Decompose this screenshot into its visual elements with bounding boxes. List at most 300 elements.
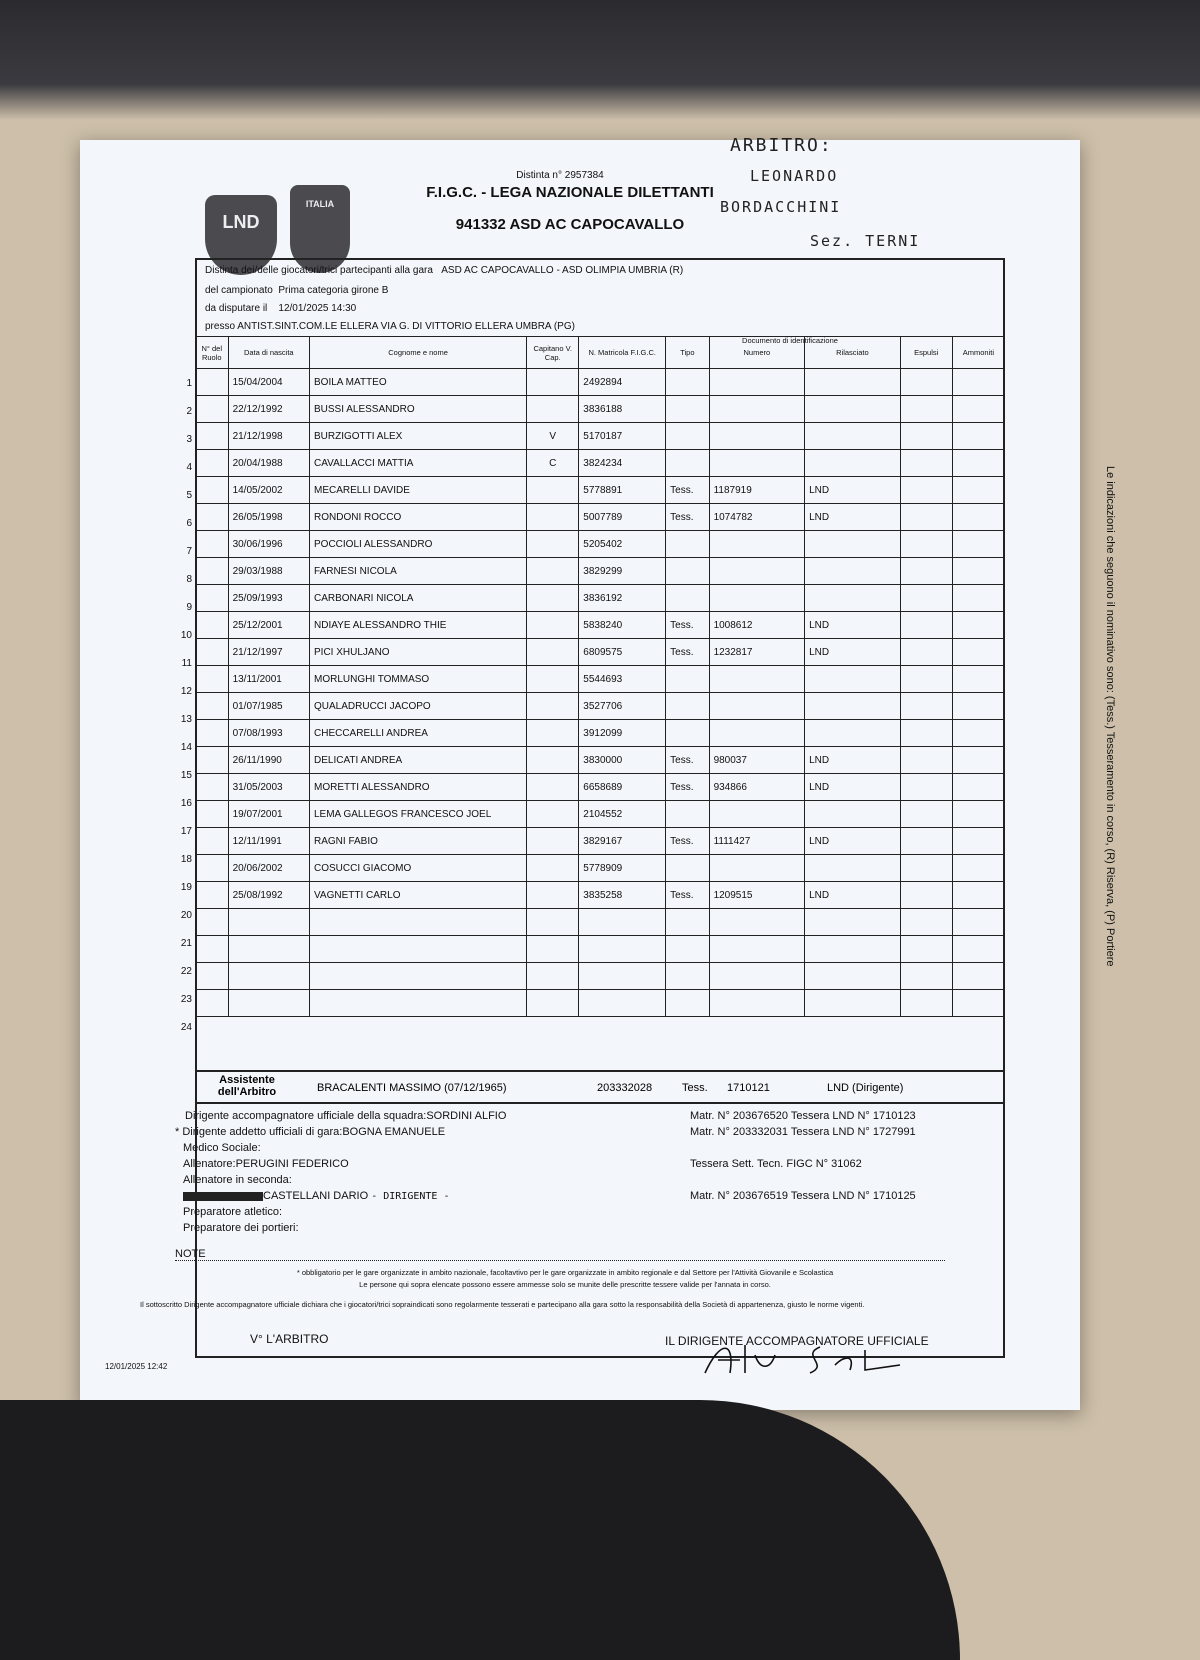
row-number: 13 (180, 714, 192, 725)
cell-name (310, 963, 527, 990)
cell-ril (805, 585, 901, 612)
row-number: 18 (180, 854, 192, 865)
assistant-mat: 203332028 (597, 1082, 653, 1094)
cell-cap (527, 855, 579, 882)
cell-empty (952, 693, 1004, 720)
cell-date: 26/05/1998 (228, 504, 309, 531)
cell-name: RONDONI ROCCO (310, 504, 527, 531)
cell-ril (805, 531, 901, 558)
cell-cap (527, 504, 579, 531)
cell-mat: 5544693 (579, 666, 666, 693)
cell-tipo (666, 531, 709, 558)
cell-empty (196, 423, 229, 450)
cell-mat (579, 990, 666, 1017)
cell-num (709, 423, 805, 450)
cell-num (709, 990, 805, 1017)
cell-empty (900, 963, 952, 990)
cell-num (709, 693, 805, 720)
cell-empty (952, 747, 1004, 774)
staff-castellani: CASTELLANI DARIO - DIRIGENTE - (183, 1190, 449, 1202)
cell-empty (196, 936, 229, 963)
table-row (196, 612, 1005, 639)
cell-date: 25/08/1992 (228, 882, 309, 909)
cell-empty (900, 747, 952, 774)
cell-name: VAGNETTI CARLO (310, 882, 527, 909)
staff-castellani-matr: Matr. N° 203676519 Tessera LND N° 1710125 (690, 1190, 916, 1202)
cell-num: 1232817 (709, 639, 805, 666)
match-sheet (80, 135, 1116, 1410)
cell-date: 20/04/1988 (228, 450, 309, 477)
cell-mat: 5170187 (579, 423, 666, 450)
row-number: 3 (186, 434, 192, 445)
cell-mat: 3830000 (579, 747, 666, 774)
cell-num (709, 666, 805, 693)
assistant-name: BRACALENTI MASSIMO (07/12/1965) (317, 1082, 507, 1094)
cell-cap (527, 693, 579, 720)
handwritten-referee-name: LEONARDO (750, 167, 839, 185)
cell-empty (900, 990, 952, 1017)
print-timestamp: 12/01/2025 12:42 (105, 1362, 168, 1371)
doc-group-header: Documento di identificazione (742, 336, 838, 345)
cell-cap (527, 990, 579, 1017)
table-row (196, 801, 1005, 828)
row-number: 24 (180, 1022, 192, 1033)
cell-empty (196, 855, 229, 882)
cell-num: 1008612 (709, 612, 805, 639)
cell-name: DELICATI ANDREA (310, 747, 527, 774)
cell-empty (900, 585, 952, 612)
cell-empty (952, 801, 1004, 828)
cell-date: 30/06/1996 (228, 531, 309, 558)
cell-empty (952, 828, 1004, 855)
cell-empty (196, 828, 229, 855)
cell-mat: 3527706 (579, 693, 666, 720)
col-nascita: Data di nascita (228, 337, 309, 369)
cell-empty (900, 855, 952, 882)
cell-cap (527, 828, 579, 855)
table-row (196, 450, 1005, 477)
cell-num (709, 369, 805, 396)
cell-cap (527, 666, 579, 693)
cell-tipo: Tess. (666, 504, 709, 531)
cell-tipo (666, 936, 709, 963)
cell-num: 1187919 (709, 477, 805, 504)
row-number: 16 (180, 798, 192, 809)
cell-date (228, 909, 309, 936)
cell-mat: 6809575 (579, 639, 666, 666)
cell-cap (527, 612, 579, 639)
cell-ril: LND (805, 477, 901, 504)
cell-name: BOILA MATTEO (310, 369, 527, 396)
cell-ril: LND (805, 504, 901, 531)
table-row (196, 990, 1005, 1017)
cell-num (709, 963, 805, 990)
row-number: 8 (186, 574, 192, 585)
cell-mat: 2492894 (579, 369, 666, 396)
cell-tipo: Tess. (666, 477, 709, 504)
cell-date: 29/03/1988 (228, 558, 309, 585)
table-row (196, 828, 1005, 855)
table-row (196, 585, 1005, 612)
footnote-1: * obbligatorio per le gare organizzate in ambito nazionale, facoltavtivo per le gare organizzate in ambito regionale e dal Settore per l'Attività Giovanile e Scolastica (296, 1268, 834, 1277)
signature (700, 1335, 920, 1377)
cell-date: 14/05/2002 (228, 477, 309, 504)
table-row (196, 909, 1005, 936)
row-number: 9 (186, 602, 192, 613)
background-chair (0, 1400, 960, 1660)
cell-tipo (666, 963, 709, 990)
cell-name: MORLUNGHI TOMMASO (310, 666, 527, 693)
table-row (196, 369, 1005, 396)
row-number: 6 (186, 518, 192, 529)
cell-mat (579, 909, 666, 936)
cell-empty (900, 423, 952, 450)
roster-table (195, 336, 1005, 1017)
cell-empty (952, 882, 1004, 909)
cell-cap (527, 720, 579, 747)
col-matricola: N. Matricola F.I.G.C. (579, 337, 666, 369)
cell-date: 22/12/1992 (228, 396, 309, 423)
cell-empty (952, 936, 1004, 963)
cell-num: 980037 (709, 747, 805, 774)
distinta-number: Distinta n° 2957384 (516, 170, 604, 181)
cell-date: 13/11/2001 (228, 666, 309, 693)
cell-cap: C (527, 450, 579, 477)
visto-arbitro: V° L'ARBITRO (250, 1332, 329, 1346)
cell-mat: 5205402 (579, 531, 666, 558)
cell-date: 21/12/1998 (228, 423, 309, 450)
staff-allenatore: Allenatore:PERUGINI FEDERICO (183, 1158, 349, 1170)
cell-ril (805, 963, 901, 990)
cell-mat: 3829167 (579, 828, 666, 855)
cell-empty (900, 882, 952, 909)
cell-name: RAGNI FABIO (310, 828, 527, 855)
cell-name: QUALADRUCCI JACOPO (310, 693, 527, 720)
cell-empty (196, 774, 229, 801)
table-row (196, 558, 1005, 585)
cell-cap (527, 909, 579, 936)
cell-name: LEMA GALLEGOS FRANCESCO JOEL (310, 801, 527, 828)
note-line: NOTE (175, 1248, 945, 1261)
cell-tipo (666, 423, 709, 450)
staff-preparatore: Preparatore atletico: (183, 1206, 283, 1218)
col-espulsi: Espulsi (900, 337, 952, 369)
cell-date: 26/11/1990 (228, 747, 309, 774)
cell-tipo (666, 990, 709, 1017)
staff-preparatore-portieri: Preparatore dei portieri: (183, 1222, 299, 1234)
side-legend: Le indicazioni che seguono il nominativo sono: (Tess.) Tesseramento in corso, (R) Riserva, (P) Portiere (1104, 466, 1116, 967)
cell-ril (805, 990, 901, 1017)
cell-name: BURZIGOTTI ALEX (310, 423, 527, 450)
cell-num: 934866 (709, 774, 805, 801)
cell-empty (900, 396, 952, 423)
cell-cap (527, 801, 579, 828)
cell-tipo: Tess. (666, 612, 709, 639)
cell-num (709, 801, 805, 828)
cell-cap (527, 369, 579, 396)
cell-cap: V (527, 423, 579, 450)
cell-ril (805, 558, 901, 585)
cell-num (709, 909, 805, 936)
table-row (196, 855, 1005, 882)
cell-date: 25/09/1993 (228, 585, 309, 612)
cell-num (709, 720, 805, 747)
row-number: 10 (180, 630, 192, 641)
cell-date (228, 990, 309, 1017)
cell-mat: 5778909 (579, 855, 666, 882)
cell-empty (952, 558, 1004, 585)
cell-empty (196, 612, 229, 639)
table-row (196, 882, 1005, 909)
cell-date: 01/07/1985 (228, 693, 309, 720)
row-number: 15 (180, 770, 192, 781)
cell-tipo (666, 369, 709, 396)
cell-empty (196, 504, 229, 531)
table-row (196, 774, 1005, 801)
table-row (196, 720, 1005, 747)
cell-ril (805, 693, 901, 720)
table-row (196, 747, 1005, 774)
staff-allenatore-tessera: Tessera Sett. Tecn. FIGC N° 31062 (690, 1158, 862, 1170)
assistant-tipo: Tess. (682, 1082, 708, 1094)
cell-mat: 5778891 (579, 477, 666, 504)
cell-empty (900, 666, 952, 693)
table-row (196, 477, 1005, 504)
cell-mat: 3912099 (579, 720, 666, 747)
cell-ril: LND (805, 639, 901, 666)
cell-empty (952, 477, 1004, 504)
cell-ril: LND (805, 828, 901, 855)
cell-empty (952, 423, 1004, 450)
cell-date: 21/12/1997 (228, 639, 309, 666)
cell-mat: 5007789 (579, 504, 666, 531)
row-number: 17 (180, 826, 192, 837)
cell-tipo (666, 585, 709, 612)
row-number: 20 (180, 910, 192, 921)
match-line: Distinta dei/delle giocatori/trici partecipanti alla gara ASD AC CAPOCAVALLO - ASD OLIMPIA UMBRIA (R) (205, 265, 684, 276)
row-number: 5 (186, 490, 192, 501)
cell-name (310, 936, 527, 963)
cell-name: MORETTI ALESSANDRO (310, 774, 527, 801)
cell-name: FARNESI NICOLA (310, 558, 527, 585)
cell-empty (900, 909, 952, 936)
cell-name: CAVALLACCI MATTIA (310, 450, 527, 477)
cell-name (310, 909, 527, 936)
staff-medico: Medico Sociale: (183, 1142, 261, 1154)
cell-empty (900, 828, 952, 855)
cell-num (709, 450, 805, 477)
cell-name: PICI XHULJANO (310, 639, 527, 666)
cell-tipo: Tess. (666, 882, 709, 909)
cell-name (310, 990, 527, 1017)
assistant-label: Assistente dell'Arbitro (217, 1074, 277, 1098)
cell-name: BUSSI ALESSANDRO (310, 396, 527, 423)
cell-empty (900, 639, 952, 666)
cell-date: 31/05/2003 (228, 774, 309, 801)
cell-mat: 3836188 (579, 396, 666, 423)
cell-empty (952, 450, 1004, 477)
table-row (196, 936, 1005, 963)
cell-mat: 3835258 (579, 882, 666, 909)
cell-empty (900, 720, 952, 747)
cell-tipo (666, 666, 709, 693)
cell-empty (952, 720, 1004, 747)
cell-empty (900, 531, 952, 558)
cell-num (709, 936, 805, 963)
cell-cap (527, 558, 579, 585)
cell-empty (900, 774, 952, 801)
cell-tipo (666, 396, 709, 423)
cell-empty (952, 666, 1004, 693)
cell-num (709, 855, 805, 882)
table-row (196, 666, 1005, 693)
cell-ril (805, 666, 901, 693)
cell-ril (805, 720, 901, 747)
col-capitano: Capitano V. Cap. (527, 337, 579, 369)
cell-ril: LND (805, 882, 901, 909)
cell-empty (196, 882, 229, 909)
cell-empty (196, 747, 229, 774)
table-row (196, 639, 1005, 666)
cell-empty (952, 855, 1004, 882)
cell-empty (900, 504, 952, 531)
cell-empty (196, 720, 229, 747)
col-rilasciato: Rilasciato (805, 337, 901, 369)
table-row (196, 423, 1005, 450)
cell-empty (196, 693, 229, 720)
staff-dirigente-matr: Matr. N° 203676520 Tessera LND N° 1710123 (690, 1110, 916, 1122)
cell-cap (527, 936, 579, 963)
cell-date: 19/07/2001 (228, 801, 309, 828)
cell-name: POCCIOLI ALESSANDRO (310, 531, 527, 558)
cell-cap (527, 882, 579, 909)
cell-ril (805, 369, 901, 396)
row-number: 11 (181, 658, 192, 669)
cell-empty (196, 450, 229, 477)
cell-cap (527, 639, 579, 666)
cell-tipo (666, 720, 709, 747)
cell-empty (952, 990, 1004, 1017)
col-numero: Numero (709, 337, 805, 369)
cell-tipo (666, 909, 709, 936)
assistant-row (195, 1070, 1005, 1104)
cell-cap (527, 585, 579, 612)
cell-name: NDIAYE ALESSANDRO THIE (310, 612, 527, 639)
cell-date: 15/04/2004 (228, 369, 309, 396)
row-number: 21 (180, 938, 192, 949)
cell-empty (196, 477, 229, 504)
cell-ril (805, 423, 901, 450)
cell-num: 1209515 (709, 882, 805, 909)
col-ruolo: N° del Ruolo (196, 337, 229, 369)
row-number: 7 (186, 546, 192, 557)
cell-empty (952, 585, 1004, 612)
cell-ril: LND (805, 747, 901, 774)
staff-dirigente: Dirigente accompagnatore ufficiale della squadra:SORDINI ALFIO (185, 1110, 507, 1122)
championship-line: del campionato Prima categoria girone B (205, 285, 389, 296)
cell-empty (196, 990, 229, 1017)
cell-num (709, 558, 805, 585)
cell-empty (952, 396, 1004, 423)
handwritten-referee-surname: BORDACCHINI (720, 198, 842, 216)
handwritten-referee-label: ARBITRO: (730, 135, 833, 156)
cell-name: COSUCCI GIACOMO (310, 855, 527, 882)
cell-empty (952, 504, 1004, 531)
cell-empty (196, 963, 229, 990)
table-row (196, 693, 1005, 720)
row-number: 2 (186, 406, 192, 417)
row-number: 1 (186, 378, 192, 389)
dirigente-label: IL DIRIGENTE ACCOMPAGNATORE UFFICIALE (665, 1334, 929, 1348)
cell-cap (527, 396, 579, 423)
italia-logo: ITALIA (290, 185, 350, 273)
cell-num: 1074782 (709, 504, 805, 531)
cell-empty (900, 936, 952, 963)
cell-tipo: Tess. (666, 828, 709, 855)
staff-addetto-matr: Matr. N° 203332031 Tessera LND N° 1727991 (690, 1126, 916, 1138)
sheet-title: F.I.G.C. - LEGA NAZIONALE DILETTANTI (426, 184, 714, 201)
cell-date: 07/08/1993 (228, 720, 309, 747)
cell-empty (952, 774, 1004, 801)
cell-tipo (666, 693, 709, 720)
cell-cap (527, 747, 579, 774)
cell-date (228, 963, 309, 990)
cell-tipo (666, 558, 709, 585)
cell-ril: LND (805, 612, 901, 639)
cell-tipo: Tess. (666, 639, 709, 666)
cell-ril (805, 396, 901, 423)
cell-empty (196, 639, 229, 666)
cell-cap (527, 531, 579, 558)
footnote-2: Le persone qui sopra elencate possono essere ammesse solo se munite delle prescritte tessere valide per l'annata in corso. (359, 1280, 771, 1289)
cell-name: MECARELLI DAVIDE (310, 477, 527, 504)
cell-ril: LND (805, 774, 901, 801)
col-nome: Cognome e nome (310, 337, 527, 369)
date-line: da disputare il 12/01/2025 14:30 (205, 303, 357, 314)
cell-empty (952, 909, 1004, 936)
cell-mat (579, 936, 666, 963)
cell-cap (527, 774, 579, 801)
cell-empty (196, 666, 229, 693)
cell-empty (196, 531, 229, 558)
cell-ril (805, 855, 901, 882)
cell-empty (900, 801, 952, 828)
cell-empty (900, 558, 952, 585)
cell-mat: 5838240 (579, 612, 666, 639)
cell-ril (805, 909, 901, 936)
team-name: 941332 ASD AC CAPOCAVALLO (455, 216, 685, 233)
cell-empty (196, 369, 229, 396)
cell-empty (900, 450, 952, 477)
handwritten-section: Sez. TERNI (810, 232, 921, 250)
cell-tipo (666, 450, 709, 477)
cell-num (709, 531, 805, 558)
table-row (196, 504, 1005, 531)
background-laptop (0, 0, 1200, 120)
cell-num: 1111427 (709, 828, 805, 855)
lnd-logo: LND (205, 195, 277, 275)
cell-empty (952, 963, 1004, 990)
cell-mat: 3824234 (579, 450, 666, 477)
cell-cap (527, 963, 579, 990)
cell-empty (952, 612, 1004, 639)
cell-num (709, 396, 805, 423)
cell-mat (579, 963, 666, 990)
row-number: 23 (180, 994, 192, 1005)
cell-tipo: Tess. (666, 747, 709, 774)
cell-tipo (666, 801, 709, 828)
staff-addetto: * Dirigente addetto ufficiali di gara:BOGNA EMANUELE (175, 1126, 446, 1138)
